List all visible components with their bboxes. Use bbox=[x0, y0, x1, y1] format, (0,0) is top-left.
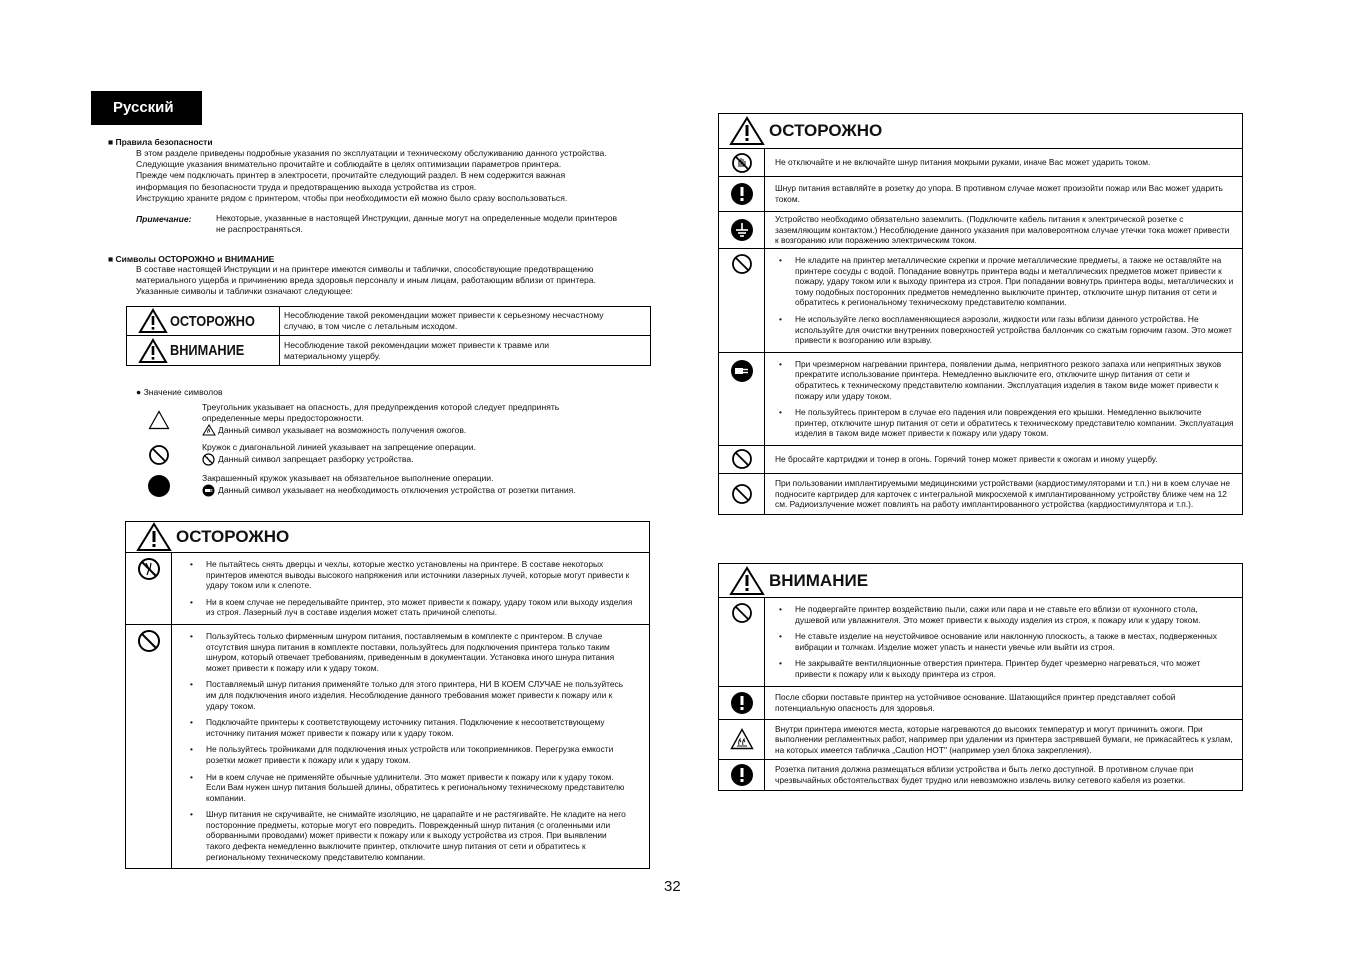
hot-surface-icon bbox=[730, 728, 754, 750]
right-caution-table bbox=[718, 113, 1243, 515]
right-warning-row-2: После сборки поставьте принтер на устойчивое основание. Шатающийся принтер представляет собой потенциальную опасность для здоровья. bbox=[719, 687, 1242, 720]
left-caution-header: ОСТОРОЖНО bbox=[126, 522, 649, 553]
symbol-meanings-title: ● Значение символов bbox=[136, 387, 223, 397]
list-item: • Не подвергайте принтер воздействию пыли, сажи или пара и не ставьте его вблизи от кухонного стола, душевой или увлажнителя. Это может привести к выходу изделия из строя, к пожару или к удару током. bbox=[771, 604, 1234, 625]
meaning-mandatory-text: Закрашенный кружок указывает на обязательное выполнение операции. Данный символ указывает на необходимость отключения устройства от розетки питания. bbox=[202, 473, 672, 497]
list-item: • Ни в коем случае не переделывайте принтер, это может привести к пожару, удару током или выходу изделия из строя. Лазерный луч в составе изделия может стать причиной слепоты. bbox=[182, 597, 633, 618]
right-caution-row-3: Устройство необходимо обязательно заземлить. (Подключите кабель питания к электрической розетке с заземляющим контактом.) Несоблюдение данного указания при маловероятном случае утечки тока может привести к возгоранию или поражению электрическим током. bbox=[719, 212, 1242, 249]
mandatory-icon bbox=[730, 763, 754, 787]
no-disassembly-icon bbox=[137, 557, 161, 581]
right-warning-header: ВНИМАНИЕ bbox=[719, 564, 1242, 598]
list-item: • При чрезмерном нагревании принтера, появлении дыма, неприятного резкого запаха или неприятных звуков прекратите использование принтера. Немедленно выключите его, отключите шнур питания от сети и обратитесь к техническому представителю компании. Эксплуатация изделия в таком виде может привести к пожару или удару током. bbox=[771, 359, 1234, 401]
list-item: • Ни в коем случае не применяйте обычные удлинители. Это может привести к пожару или к удару током. Если Вам нужен шнур питания большей длины, обратитесь к региональному техническому представителю компании. bbox=[182, 772, 633, 804]
note-text: Некоторые, указанные в настоящей Инструкции, данные могут на определенные модели принтеров не распространяться. bbox=[216, 213, 618, 235]
signal-warning-cell: ВНИМАНИЕ bbox=[127, 336, 280, 366]
right-warning-row-1 bbox=[719, 598, 1242, 687]
signal-words-table bbox=[126, 306, 651, 366]
meaning-triangle-text: Треугольник указывает на опасность, для предупреждения которой следует предпринять определенные меры предосторожности. Данный символ указывает на возможность получения ожогов. bbox=[202, 402, 560, 435]
symbols-title: ■ Символы ОСТОРОЖНО и ВНИМАНИЕ bbox=[108, 254, 275, 264]
signal-caution-cell: ОСТОРОЖНО bbox=[127, 307, 280, 336]
right-caution-header: ОСТОРОЖНО bbox=[719, 114, 1242, 149]
signal-warning-desc: Несоблюдение такой рекомендации может привести к травме или материальному ущербу. bbox=[280, 336, 651, 366]
meaning-prohibition-text: Кружок с диагональной линией указывает на запрещение операции. Данный символ запрещает разборку устройства. bbox=[202, 442, 672, 466]
safety-rules-text: В этом разделе приведены подробные указания по эксплуатации и техническому обслуживанию данного устройства. Следующие указания внимательно прочитайте и соблюдайте в целях оптимизации параметров принтера. Прежде чем подключать принтер в электросети, прочитайте следующий раздел. В нем содержится важная информация по безопасности труда и предотвращению выхода устройства из строя. Инструкцию храните рядом с принтером, чтобы при необходимости ей можно было сразу воспользоваться. bbox=[136, 148, 607, 203]
symbols-text: В составе настоящей Инструкции и на принтере имеются символы и таблички, способствующие предотвращению материального ущерба и причинению вреда здоровья персоналу и иным лицам, работающим вблизи от принтера. Указанные символы и таблички означают следующее: bbox=[136, 264, 596, 297]
list-item: • Не пользуйтесь тройниками для подключения иных устройств или токоприемников. Перегрузка емкости розетки может привести к пожару или к удару током. bbox=[182, 744, 633, 765]
language-tab: Русский bbox=[91, 91, 202, 125]
warning-triangle-icon bbox=[138, 338, 168, 364]
no-disassembly-icon bbox=[202, 453, 215, 466]
right-caution-row-6: Не бросайте картриджи и тонер в огонь. Горячий тонер может привести к ожогам и иному ущербу. bbox=[719, 446, 1242, 474]
warning-triangle-icon bbox=[136, 522, 172, 552]
right-caution-row-1: Не отключайте и не включайте шнур питания мокрыми руками, иначе Вас может ударить током. bbox=[719, 149, 1242, 177]
triangle-icon bbox=[148, 410, 170, 430]
ground-icon bbox=[730, 218, 754, 242]
prohibition-icon bbox=[148, 444, 170, 466]
list-item: • Не кладите на принтер металлические скрепки и прочие металлические предметы, а также не оставляйте на принтере сосуды с водой. Попадание вовнутрь принтера воды и металлических предметов может привести к пожару, удару током или к выходу принтера из строя. При попадании вовнутрь принтера воды, металлических и тому подобных посторонних предметов немедленно выключите принтер, отключите шнур питания от сети и обратитесь к региональному техническому представителю компании. bbox=[771, 255, 1234, 308]
unplug-icon bbox=[730, 359, 754, 383]
prohibition-icon bbox=[731, 448, 753, 470]
list-item: • Не используйте легко воспламеняющиеся аэрозоли, жидкости или газы вблизи данного устройства. Не используйте для очистки внутренних поверхностей устройства баллончик со сжатым горючим газом. Это может привести к возгоранию или взрыву. bbox=[771, 314, 1234, 346]
prohibition-icon bbox=[731, 253, 753, 275]
right-warning-row-4: Розетка питания должна размещаться вблизи устройства и быть легко доступной. В противном случае при чрезвычайных обстоятельствах будет трудно или невозможно извлечь вилку сетевого кабеля из розетки. bbox=[719, 760, 1242, 789]
mandatory-icon bbox=[730, 691, 754, 715]
prohibition-icon bbox=[137, 629, 161, 653]
right-caution-row-4 bbox=[719, 249, 1242, 353]
prohibition-icon bbox=[731, 602, 753, 624]
right-warning-row-3: Внутри принтера имеются места, которые нагреваются до высоких температур и могут причинить ожоги. При выполнении регламентных работ, например при удалении из принтера застрявшей бумаги, не прикасайтесь к узлам, на которых имеется табличка „Caution HOT" (например узел блока закрепления). bbox=[719, 720, 1242, 761]
left-caution-row-1 bbox=[126, 553, 649, 625]
right-warning-table bbox=[718, 563, 1243, 791]
signal-caution-desc: Несоблюдение такой рекомендации может привести к серьезному несчастному случаю, в том числе с летальным исходом. bbox=[280, 307, 651, 336]
right-caution-row-2: Шнур питания вставляйте в розетку до упора. В противном случае может произойти пожар или Вас может ударить током. bbox=[719, 177, 1242, 212]
prohibition-icon bbox=[731, 483, 753, 505]
burn-hazard-icon bbox=[202, 424, 216, 436]
list-item: • Поставляемый шнур питания применяйте только для этого принтера, НИ В КОЕМ СЛУЧАЕ не пользуйтесь им для подключения иного изделия. Несоблюдение данного требования может привести к пожару или к удару током. bbox=[182, 679, 633, 711]
list-item: • Шнур питания не скручивайте, не снимайте изоляцию, не царапайте и не растягивайте. Не кладите на него посторонние предметы, которые могут его повредить. Поврежденный шнур питания (с оголенными или оборванными проводами) может привести к пожару или к выходу устройства из строя. При выявлении такого дефекта немедленно выключите принтер, отключите шнур питания от сети и обратитесь к региональному техническому представителю компании. bbox=[182, 809, 633, 862]
list-item: • Не ставьте изделие на неустойчивое основание или наклонную плоскость, а также в местах, подверженных вибрации и толчкам. Изделие может упасть и нанести увечье или выйти из строя. bbox=[771, 631, 1234, 652]
list-item: • Не пользуйтесь принтером в случае его падения или повреждения его крышки. Немедленно выключите принтер, отключите шнур питания от сети и обратитесь к техническому представителю компании. Эксплуатация изделия в таком виде может привести к пожару или удару током. bbox=[771, 407, 1234, 439]
warning-triangle-icon bbox=[138, 308, 168, 334]
list-item: • Не закрывайте вентиляционные отверстия принтера. Принтер будет чрезмерно нагреваться, что может привести к пожару или к выходу принтера из строя. bbox=[771, 658, 1234, 679]
filled-circle-icon bbox=[147, 474, 171, 498]
mandatory-icon bbox=[730, 182, 754, 206]
safety-rules-title: ■ Правила безопасности bbox=[108, 137, 213, 147]
wet-hand-icon bbox=[731, 152, 753, 174]
list-item: • Не пытайтесь снять дверцы и чехлы, которые жестко установлены на принтере. В составе некоторых принтеров имеются выводы высокого напряжения или источники лазерных лучей, которые могут привести к удару током или к слепоте. bbox=[182, 559, 633, 591]
left-caution-row-2 bbox=[126, 625, 649, 868]
list-item: • Пользуйтесь только фирменным шнуром питания, поставляемым в комплекте с принтером. В случае отсутствия шнура питания в комплекте поставки, пользуйтесь для подключения принтера только таким шнуром, который отвечает требованиям, приведенным в документации. Установка иного шнура питания может привести к пожару или к удару током. bbox=[182, 631, 633, 673]
page-number: 32 bbox=[664, 878, 681, 895]
right-caution-row-5 bbox=[719, 353, 1242, 446]
list-item: • Подключайте принтеры к соответствующему источнику питания. Подключение к несоответствующему источнику питания может привести к пожару или к удару током. bbox=[182, 717, 633, 738]
note-label: Примечание: bbox=[136, 214, 192, 224]
right-caution-row-7: При пользовании имплантируемыми медицинскими устройствами (кардиостимуляторами и т.п.) ни в коем случае не подносите картридер для карточек с интегральной микросхемой к имплантированному устройству ближе чем на 12 см. Радиоизлучение может повлиять на работу имплантированного устройства (кардиостимулятора и т.п.). bbox=[719, 474, 1242, 514]
left-caution-table bbox=[125, 521, 650, 869]
warning-triangle-icon bbox=[729, 116, 765, 146]
unplug-icon bbox=[202, 484, 215, 497]
warning-triangle-icon bbox=[729, 566, 765, 596]
